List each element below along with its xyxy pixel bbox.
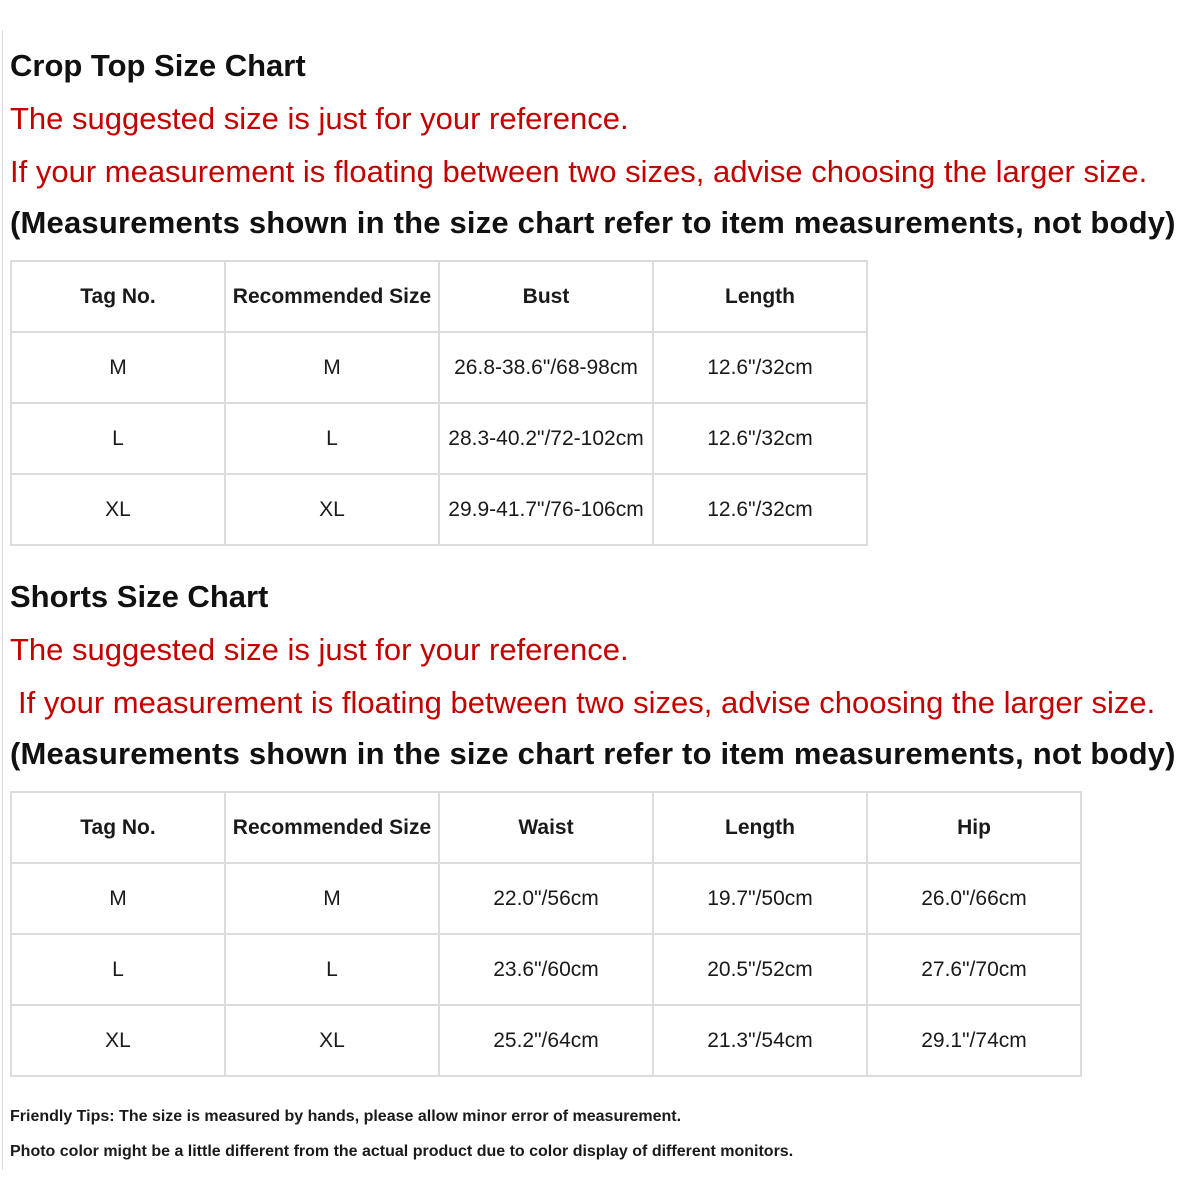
cell-waist: 25.2"/64cm xyxy=(439,1005,653,1076)
cell-hip: 29.1"/74cm xyxy=(867,1005,1081,1076)
cell-length: 12.6"/32cm xyxy=(653,474,867,545)
table-header-row xyxy=(11,261,867,332)
cell-recommended-size: XL xyxy=(225,474,439,545)
cell-recommended-size: XL xyxy=(225,1005,439,1076)
cell-waist: 22.0"/56cm xyxy=(439,863,653,934)
cell-hip: 26.0"/66cm xyxy=(867,863,1081,934)
column-header-hip: Hip xyxy=(867,792,1081,863)
cell-length: 12.6"/32cm xyxy=(653,403,867,474)
friendly-tips-color: Photo color might be a little different from the actual product due to color display of different monitors. xyxy=(10,1143,794,1160)
table-row xyxy=(11,934,1081,1005)
table-row xyxy=(11,403,867,474)
crop-top-section xyxy=(10,44,1200,546)
column-header-recommended-size: Recommended Size xyxy=(225,261,439,332)
column-header-length: Length xyxy=(653,261,867,332)
shorts-sizing-advice: If your measurement is floating between two sizes, advise choosing the larger size. xyxy=(18,685,1156,720)
column-header-bust: Bust xyxy=(439,261,653,332)
cell-tag-no: L xyxy=(11,934,225,1005)
table-row xyxy=(11,474,867,545)
cell-bust: 29.9-41.7"/76-106cm xyxy=(439,474,653,545)
cell-length: 20.5"/52cm xyxy=(653,934,867,1005)
table-header-row xyxy=(11,792,1081,863)
crop-top-reference-note: The suggested size is just for your reference. xyxy=(10,101,629,136)
column-header-tag-no: Tag No. xyxy=(11,261,225,332)
shorts-title: Shorts Size Chart xyxy=(10,579,269,614)
cell-recommended-size: L xyxy=(225,403,439,474)
cell-length: 21.3"/54cm xyxy=(653,1005,867,1076)
cell-length: 12.6"/32cm xyxy=(653,332,867,403)
cell-bust: 26.8-38.6"/68-98cm xyxy=(439,332,653,403)
cell-recommended-size: M xyxy=(225,332,439,403)
shorts-measurement-note: (Measurements shown in the size chart refer to item measurements, not body) xyxy=(10,736,1176,771)
crop-top-sizing-advice: If your measurement is floating between two sizes, advise choosing the larger size. xyxy=(10,154,1148,189)
friendly-tips-measurement: Friendly Tips: The size is measured by hands, please allow minor error of measurement. xyxy=(10,1108,682,1125)
cell-length: 19.7"/50cm xyxy=(653,863,867,934)
cell-waist: 23.6"/60cm xyxy=(439,934,653,1005)
table-row xyxy=(11,863,1081,934)
cell-recommended-size: M xyxy=(225,863,439,934)
column-header-waist: Waist xyxy=(439,792,653,863)
cell-hip: 27.6"/70cm xyxy=(867,934,1081,1005)
cell-tag-no: M xyxy=(11,332,225,403)
column-header-tag-no: Tag No. xyxy=(11,792,225,863)
shorts-size-table xyxy=(10,791,1082,1077)
crop-top-size-table xyxy=(10,260,868,546)
cell-tag-no: XL xyxy=(11,1005,225,1076)
crop-top-measurement-note: (Measurements shown in the size chart refer to item measurements, not body) xyxy=(10,205,1176,240)
table-row xyxy=(11,1005,1081,1076)
table-row xyxy=(11,332,867,403)
cell-tag-no: L xyxy=(11,403,225,474)
left-edge-divider xyxy=(2,30,3,1170)
crop-top-title: Crop Top Size Chart xyxy=(10,48,306,83)
column-header-recommended-size: Recommended Size xyxy=(225,792,439,863)
cell-tag-no: XL xyxy=(11,474,225,545)
shorts-reference-note: The suggested size is just for your reference. xyxy=(10,632,629,667)
shorts-section xyxy=(10,575,1200,1077)
cell-bust: 28.3-40.2"/72-102cm xyxy=(439,403,653,474)
column-header-length: Length xyxy=(653,792,867,863)
cell-recommended-size: L xyxy=(225,934,439,1005)
cell-tag-no: M xyxy=(11,863,225,934)
